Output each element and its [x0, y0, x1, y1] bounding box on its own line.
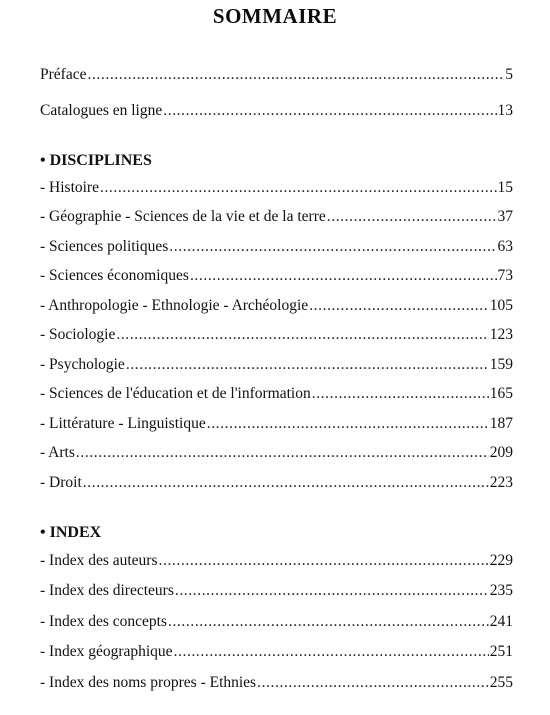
- toc-entry[interactable]: [40, 414, 513, 434]
- leader-dots: [168, 612, 489, 632]
- toc-entry-page: 241: [489, 613, 513, 630]
- toc-entry-label: - Index des concepts: [40, 613, 167, 630]
- toc-entry[interactable]: [40, 581, 513, 601]
- toc-entry[interactable]: [40, 266, 513, 286]
- toc-entry-page: 73: [497, 267, 513, 284]
- leader-dots: [257, 673, 489, 693]
- toc-entry[interactable]: [40, 551, 513, 571]
- toc-entry-label: - Index géographique: [40, 643, 173, 660]
- leader-dots: [83, 473, 489, 493]
- leader-dots: [163, 101, 496, 121]
- toc-entry[interactable]: [40, 384, 513, 404]
- toc-entry[interactable]: [40, 642, 513, 662]
- toc-entry-label: - Sciences politiques: [40, 238, 169, 255]
- toc-entry-label: - Sciences de l'éducation et de l'information: [40, 385, 311, 402]
- toc-entry[interactable]: [40, 673, 513, 693]
- toc-entry-page: 229: [489, 552, 513, 569]
- toc-entry-label: Préface: [40, 66, 87, 83]
- leader-dots: [169, 237, 496, 257]
- toc-entry-label: - Index des auteurs: [40, 552, 158, 569]
- toc-entry-page: 13: [497, 102, 513, 119]
- toc-entry-label: - Littérature - Linguistique: [40, 415, 206, 432]
- toc-entry-label: - Sciences économiques: [40, 267, 189, 284]
- leader-dots: [190, 266, 497, 286]
- toc-entry-label: - Histoire: [40, 179, 99, 196]
- toc-entry-page: 37: [497, 208, 513, 225]
- toc-entry[interactable]: [40, 355, 513, 375]
- toc-entry[interactable]: [40, 325, 513, 345]
- toc-entry-label: - Index des directeurs: [40, 582, 174, 599]
- leader-dots: [100, 178, 497, 198]
- toc-entry-page: 15: [497, 179, 513, 196]
- toc-entry-page: 209: [489, 444, 513, 461]
- toc-entry-label: - Anthropologie - Ethnologie - Archéologie: [40, 297, 309, 314]
- section-heading-disciplines: • DISCIPLINES: [40, 152, 152, 169]
- toc-entry-page: 223: [489, 474, 513, 491]
- toc-entry-label: - Index des noms propres - Ethnies: [40, 674, 257, 691]
- toc-entry-preface[interactable]: [40, 65, 513, 85]
- toc-entry[interactable]: [40, 443, 513, 463]
- toc-entry[interactable]: [40, 237, 513, 257]
- toc-entry-label: - Arts: [40, 444, 75, 461]
- toc-entry-page: 255: [489, 674, 513, 691]
- toc-entry-label: Catalogues en ligne: [40, 102, 163, 119]
- toc-entry-page: 187: [489, 415, 513, 432]
- toc-entry[interactable]: [40, 178, 513, 198]
- toc-entry-label: - Psychologie: [40, 356, 125, 373]
- leader-dots: [87, 65, 504, 85]
- leader-dots: [207, 414, 489, 434]
- toc-entry-page: 165: [489, 385, 513, 402]
- leader-dots: [174, 642, 489, 662]
- toc-entry-page: 123: [489, 326, 513, 343]
- leader-dots: [309, 296, 489, 316]
- toc-entry-page: 105: [489, 297, 513, 314]
- toc-entry-page: 235: [489, 582, 513, 599]
- page-title: SOMMAIRE: [212, 4, 338, 28]
- toc-entry-label: - Droit: [40, 474, 82, 491]
- section-heading-index: • INDEX: [40, 524, 102, 541]
- toc-entry[interactable]: [40, 296, 513, 316]
- leader-dots: [159, 551, 489, 571]
- leader-dots: [116, 325, 488, 345]
- leader-dots: [327, 207, 497, 227]
- leader-dots: [126, 355, 489, 375]
- toc-entry-catalogues[interactable]: [40, 101, 513, 121]
- toc-entry-label: - Géographie - Sciences de la vie et de la terre: [40, 208, 326, 225]
- toc-entry-page: 159: [489, 356, 513, 373]
- leader-dots: [312, 384, 489, 404]
- toc-entry-page: 63: [497, 238, 513, 255]
- toc-entry-page: 5: [505, 66, 513, 83]
- leader-dots: [175, 581, 489, 601]
- toc-entry[interactable]: [40, 612, 513, 632]
- toc-entry-page: 251: [489, 643, 513, 660]
- toc-entry[interactable]: [40, 207, 513, 227]
- toc-entry-label: - Sociologie: [40, 326, 116, 343]
- leader-dots: [76, 443, 489, 463]
- toc-entry[interactable]: [40, 473, 513, 493]
